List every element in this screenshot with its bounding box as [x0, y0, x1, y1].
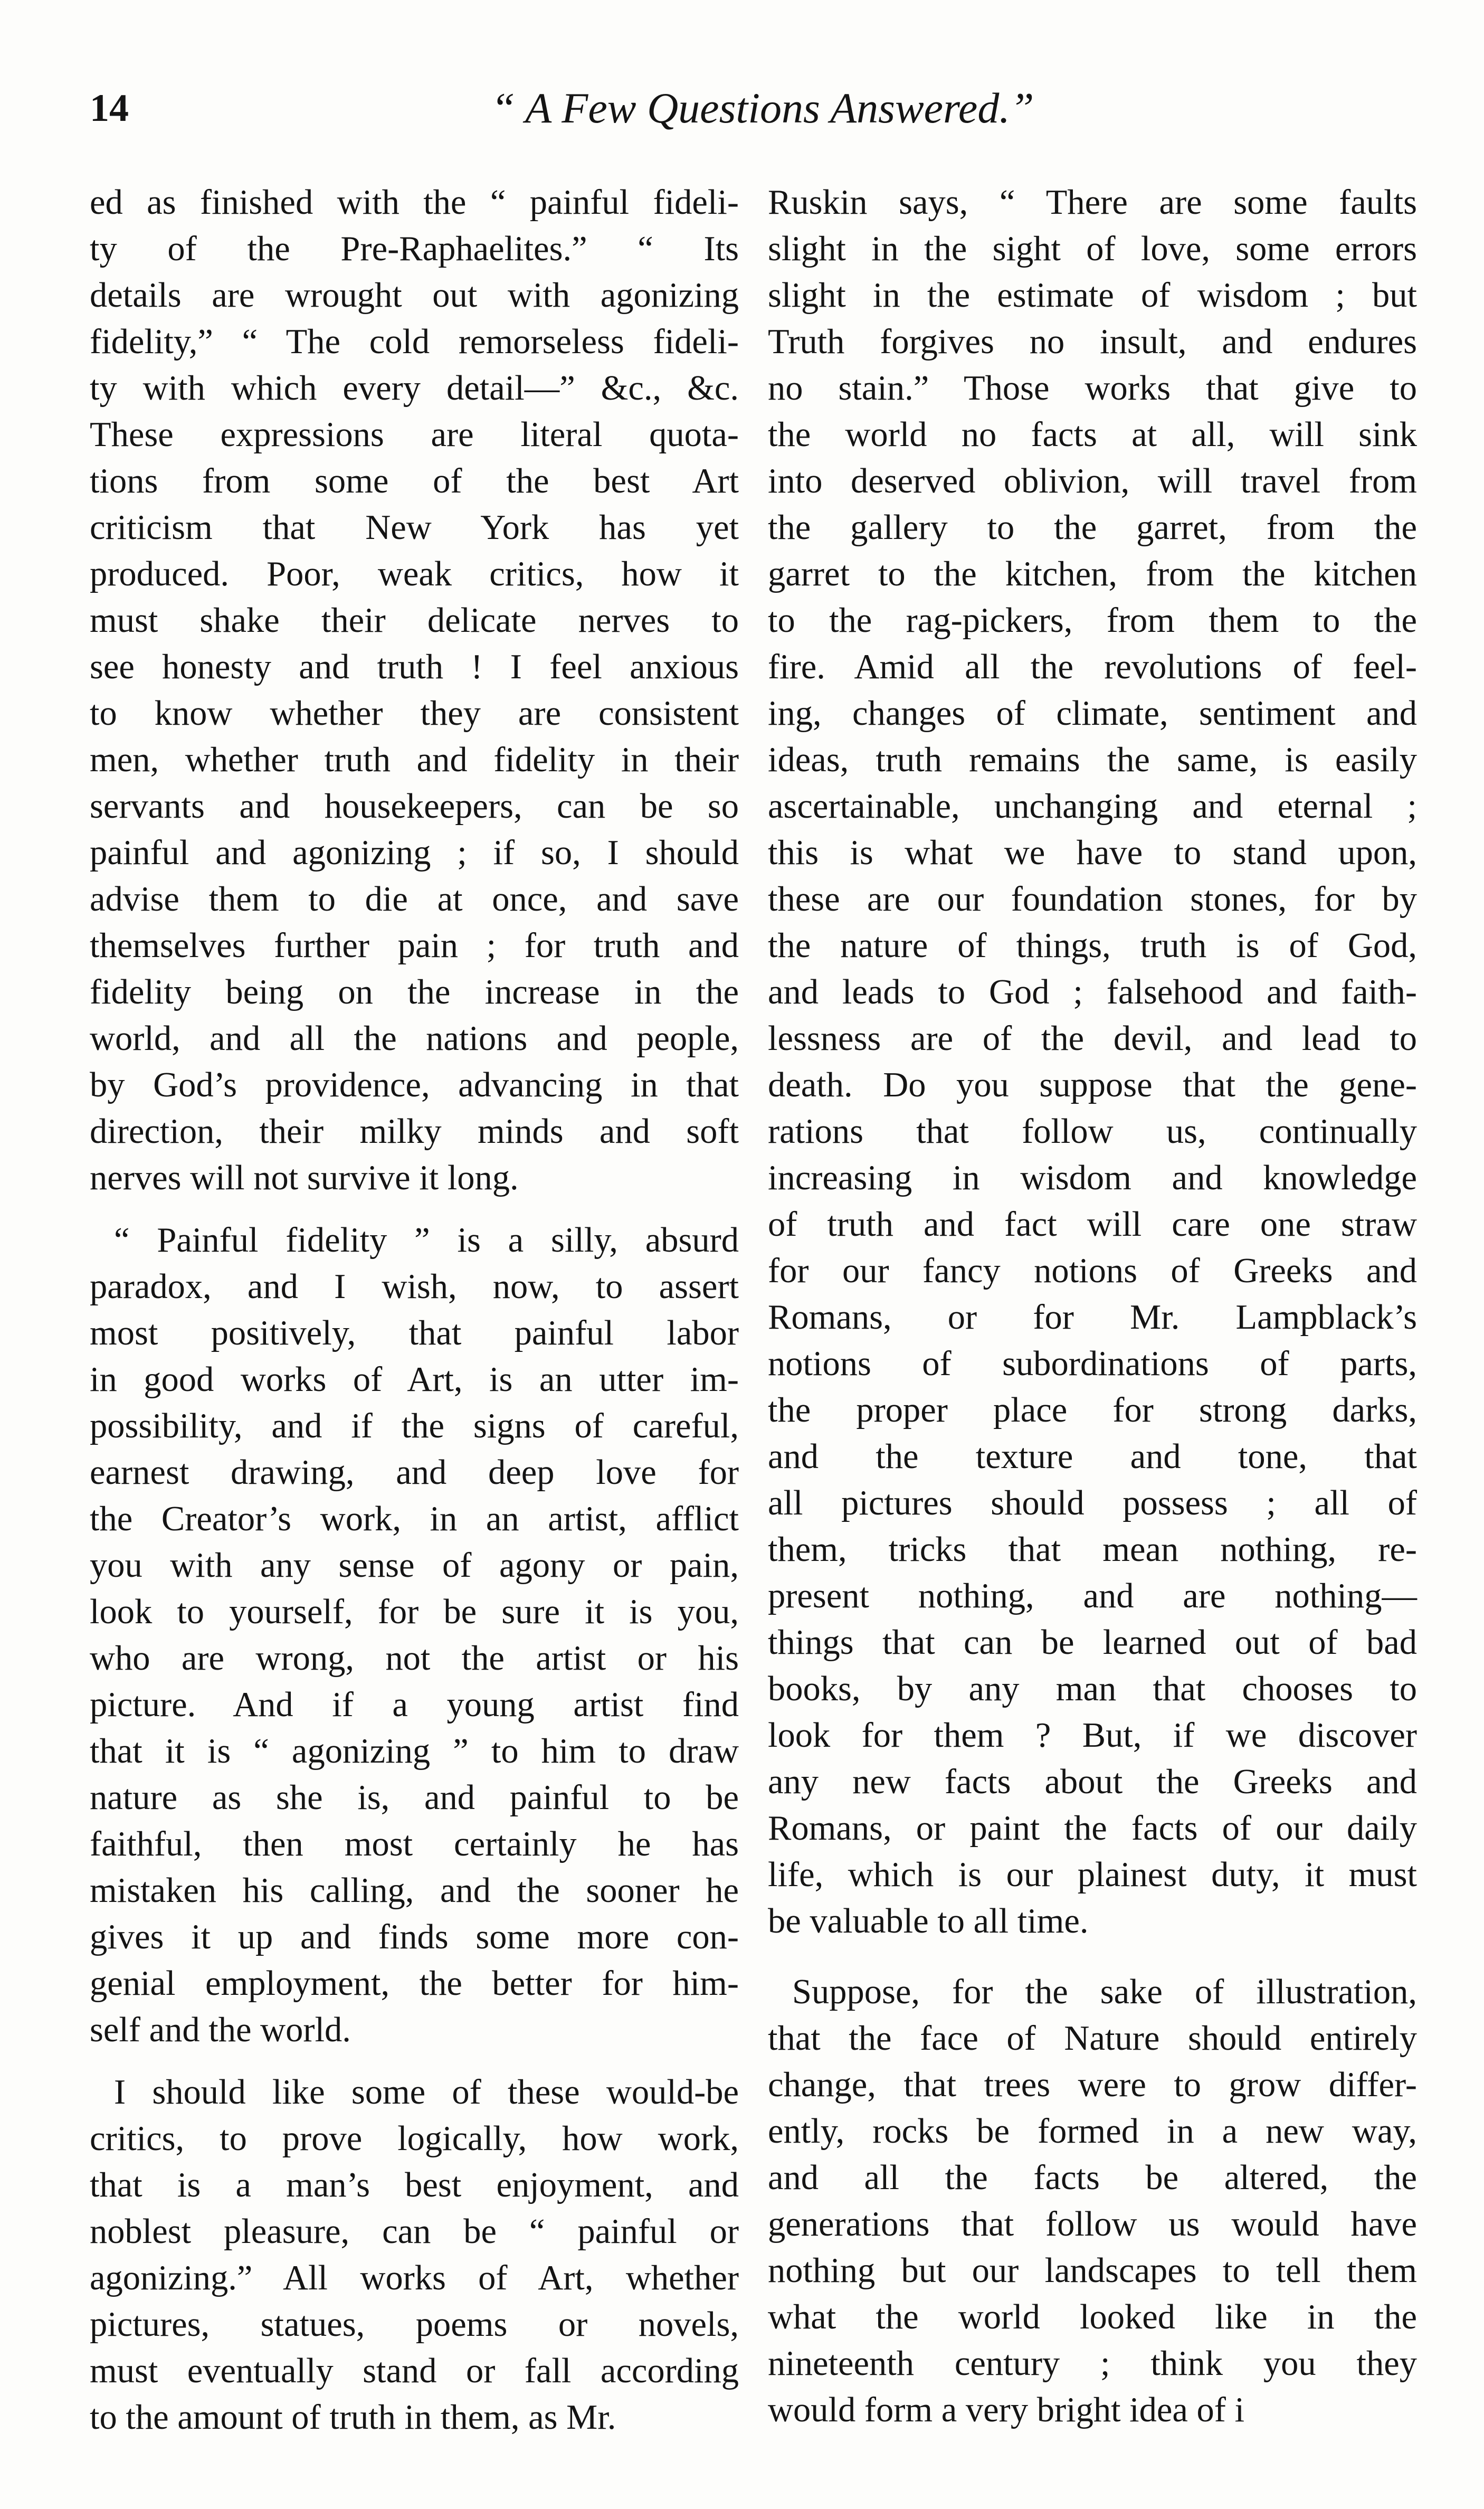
text-line: to know whether they are consistent [90, 694, 739, 733]
text-line: noblest pleasure, can be “ painful or [90, 2212, 739, 2251]
text-line: present nothing, and are nothing— [768, 1577, 1417, 1615]
text-line: this is what we have to stand upon, [768, 834, 1417, 872]
text-line: tions from some of the best Art [90, 462, 739, 500]
left-column [90, 179, 739, 2441]
text-line: slight in the sight of love, some errors [768, 230, 1417, 268]
text-line: increasing in wisdom and knowledge [768, 1159, 1417, 1197]
text-line: ascertainable, unchanging and eternal ; [768, 787, 1417, 826]
text-line: lessness are of the devil, and lead to [768, 1019, 1417, 1058]
text-line: any new facts about the Greeks and [768, 1763, 1417, 1801]
text-line: the nature of things, truth is of God, [768, 926, 1417, 965]
text-line: ty with which every detail—” &c., &c. [90, 369, 739, 408]
text-line: no stain.” Those works that give to [768, 369, 1417, 408]
text-line: look for them ? But, if we discover [768, 1716, 1417, 1755]
text-line: nothing but our landscapes to tell them [768, 2251, 1417, 2290]
text-line: fire. Amid all the revolutions of feel- [768, 648, 1417, 686]
paragraph [90, 1217, 739, 2053]
text-line: in good works of Art, is an utter im- [90, 1360, 739, 1399]
text-line: fidelity,” “ The cold remorseless fideli- [90, 323, 739, 361]
text-line: criticism that New York has yet [90, 508, 739, 547]
text-line: I should like some of these would-be [114, 2073, 739, 2112]
text-line: Romans, or for Mr. Lampblack’s [768, 1298, 1417, 1337]
text-line: what the world looked like in the [768, 2298, 1417, 2336]
text-line: themselves further pain ; for truth and [90, 926, 739, 965]
text-line: for our fancy notions of Greeks and [768, 1252, 1417, 1290]
text-line: painful and agonizing ; if so, I should [90, 834, 739, 872]
text-line: and the texture and tone, that [768, 1437, 1417, 1476]
text-line: ed as finished with the “ painful fideli- [90, 183, 739, 222]
text-line: the Creator’s work, in an artist, afflict [90, 1500, 739, 1538]
text-line: self and the world. [90, 2011, 351, 2049]
text-line: picture. And if a young artist find [90, 1686, 739, 1724]
text-line: These expressions are literal quota- [90, 415, 739, 454]
text-line: all pictures should possess ; all of [768, 1484, 1417, 1522]
text-line: Truth forgives no insult, and endures [768, 323, 1417, 361]
text-line: nerves will not survive it long. [90, 1159, 519, 1197]
text-line: details are wrought out with agonizing [90, 276, 739, 315]
text-line: notions of subordinations of parts, [768, 1345, 1417, 1383]
right-column [768, 179, 1417, 2434]
text-line: would form a very bright idea of i [768, 2391, 1245, 2429]
text-line: them, tricks that mean nothing, re- [768, 1530, 1417, 1569]
text-line: most positively, that painful labor [90, 1314, 739, 1352]
text-line: books, by any man that chooses to [768, 1670, 1417, 1708]
text-line: must shake their delicate nerves to [90, 601, 739, 640]
text-line: world, and all the nations and people, [90, 1019, 739, 1058]
text-line: servants and housekeepers, can be so [90, 787, 739, 826]
text-line: gives it up and finds some more con- [90, 1918, 739, 1956]
text-line: things that can be learned out of bad [768, 1623, 1417, 1662]
text-line: produced. Poor, weak critics, how it [90, 555, 739, 593]
text-line: garret to the kitchen, from the kitchen [768, 555, 1417, 593]
paragraph [768, 179, 1417, 1945]
text-line: that it is “ agonizing ” to him to draw [90, 1732, 739, 1770]
paragraph [90, 179, 739, 1201]
text-line: fidelity being on the increase in the [90, 973, 739, 1011]
text-line: that the face of Nature should entirely [768, 2019, 1417, 2058]
text-line: ty of the Pre-Raphaelites.” “ Its [90, 230, 739, 268]
text-line: earnest drawing, and deep love for [90, 1453, 739, 1492]
page-number: 14 [90, 87, 129, 130]
text-line: mistaken his calling, and the sooner he [90, 1871, 739, 1910]
text-line: the gallery to the garret, from the [768, 508, 1417, 547]
text-line: ing, changes of climate, sentiment and [768, 694, 1417, 733]
text-line: death. Do you suppose that the gene- [768, 1066, 1417, 1104]
paragraph [90, 2069, 739, 2441]
text-line: direction, their milky minds and soft [90, 1112, 739, 1151]
page-header [90, 79, 1404, 137]
text-line: “ Painful fidelity ” is a silly, absurd [114, 1221, 739, 1260]
text-line: must eventually stand or fall according [90, 2352, 739, 2390]
text-line: ently, rocks be formed in a new way, [768, 2112, 1417, 2151]
text-line: these are our foundation stones, for by [768, 880, 1417, 919]
text-line: agonizing.” All works of Art, whether [90, 2259, 739, 2297]
text-line: men, whether truth and fidelity in their [90, 741, 739, 779]
text-line: see honesty and truth ! I feel anxious [90, 648, 739, 686]
text-line: change, that trees were to grow differ- [768, 2066, 1417, 2104]
text-line: nature as she is, and painful to be [90, 1778, 739, 1817]
text-line: Romans, or paint the facts of our daily [768, 1809, 1417, 1848]
text-line: to the amount of truth in them, as Mr. [90, 2398, 616, 2437]
text-line: and leads to God ; falsehood and faith- [768, 973, 1417, 1011]
text-line: rations that follow us, continually [768, 1112, 1417, 1151]
running-title: “ A Few Questions Answered.” [491, 84, 1034, 132]
text-line: who are wrong, not the artist or his [90, 1639, 739, 1678]
text-line: nineteenth century ; think you they [768, 2344, 1417, 2383]
text-line: paradox, and I wish, now, to assert [90, 1267, 739, 1306]
text-line: by God’s providence, advancing in that [90, 1066, 739, 1104]
text-line: ideas, truth remains the same, is easily [768, 741, 1417, 779]
text-line: critics, to prove logically, how work, [90, 2119, 739, 2158]
text-line: the proper place for strong darks, [768, 1391, 1417, 1429]
text-line: advise them to die at once, and save [90, 880, 739, 919]
text-line: faithful, then most certainly he has [90, 1825, 739, 1863]
text-line: into deserved oblivion, will travel from [768, 462, 1417, 500]
text-line: you with any sense of agony or pain, [90, 1546, 739, 1585]
text-line: pictures, statues, poems or novels, [90, 2305, 739, 2344]
paragraph [768, 1969, 1417, 2434]
text-line: genial employment, the better for him- [90, 1964, 739, 2003]
text-line: life, which is our plainest duty, it must [768, 1855, 1417, 1894]
text-line: Ruskin says, “ There are some faults [768, 183, 1417, 222]
text-line: slight in the estimate of wisdom ; but [768, 276, 1417, 315]
text-line: Suppose, for the sake of illustration, [792, 1973, 1417, 2011]
text-line: that is a man’s best enjoyment, and [90, 2166, 739, 2204]
text-line: be valuable to all time. [768, 1902, 1089, 1940]
text-line: to the rag-pickers, from them to the [768, 601, 1417, 640]
text-line: generations that follow us would have [768, 2205, 1417, 2243]
text-line: possibility, and if the signs of careful, [90, 1407, 739, 1445]
text-line: look to yourself, for be sure it is you, [90, 1593, 739, 1631]
text-line: and all the facts be altered, the [768, 2158, 1417, 2197]
text-line: the world no facts at all, will sink [768, 415, 1417, 454]
text-line: of truth and fact will care one straw [768, 1205, 1417, 1244]
